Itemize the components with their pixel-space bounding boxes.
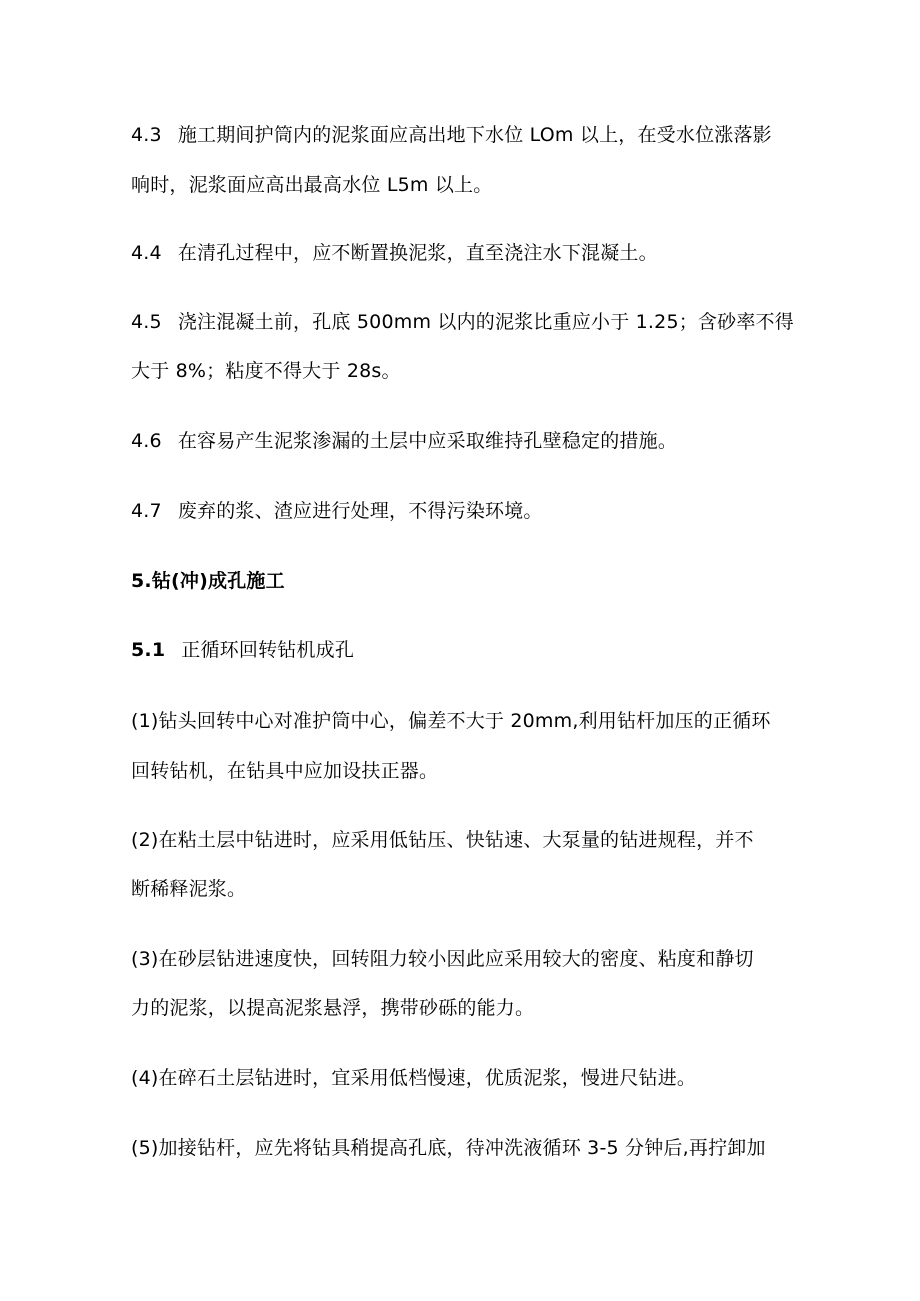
paragraph-number: 4.4: [131, 242, 162, 264]
item-2-line-2: 断稀释泥浆。: [131, 878, 247, 900]
paragraph-number: 4.7: [131, 500, 162, 522]
subsection-title: 正循环回转钻机成孔: [181, 639, 355, 661]
paragraph-text: 在容易产生泥浆渗漏的土层中应采取维持孔壁稳定的措施。: [177, 430, 678, 452]
item-2-line-1: (2)在粘土层中钻进时，应采用低钻压、快钻速、大泵量的钻进规程，并不: [131, 829, 754, 851]
paragraph-4-4-line-1: [131, 240, 658, 266]
paragraph-text: 浇注混凝土前，孔底 500mm 以内的泥浆比重应小于 1.25；含砂率不得: [177, 311, 794, 333]
paragraph-4-3-line-2: 响时，泥浆面应高出最高水位 L5m 以上。: [131, 174, 493, 196]
paragraph-4-5-line-2: 大于 8%；粘度不得大于 28s。: [131, 360, 401, 382]
paragraph-text: 施工期间护筒内的泥浆面应高出地下水位 LOm 以上，在受水位涨落影: [177, 124, 772, 146]
paragraph-4-7-line-1: [131, 498, 543, 524]
item-3-line-2: 力的泥浆，以提高泥浆悬浮，携带砂砾的能力。: [131, 997, 535, 1019]
section-heading: 5.钻(冲)成孔施工: [131, 570, 285, 592]
item-4-line-1: (4)在碎石土层钻进时，宜采用低档慢速，优质泥浆，慢进尺钻进。: [131, 1067, 697, 1089]
paragraph-number: 4.5: [131, 311, 162, 333]
paragraph-number: 4.3: [131, 124, 162, 146]
subsection-number: 5.1: [131, 639, 166, 661]
paragraph-number: 4.6: [131, 430, 162, 452]
item-3-line-1: (3)在砂层钻进速度快，回转阻力较小因此应采用较大的密度、粘度和静切: [131, 948, 754, 970]
paragraph-4-5-line-1: [131, 309, 794, 335]
subsection-heading: [131, 637, 354, 663]
paragraph-text: 废弃的浆、渣应进行处理，不得污染环境。: [177, 500, 543, 522]
item-5-line-1: (5)加接钻杆，应先将钻具稍提高孔底，待冲洗液循环 3-5 分钟后,再拧卸加: [131, 1137, 766, 1159]
item-1-line-2: 回转钻机，在钻具中应加设扶正器。: [131, 760, 439, 782]
paragraph-4-6-line-1: [131, 428, 677, 454]
paragraph-text: 在清孔过程中，应不断置换泥浆，直至浇注水下混凝土。: [177, 242, 658, 264]
paragraph-4-3-line-1: [131, 122, 772, 148]
item-1-line-1: (1)钻头回转中心对准护筒中心，偏差不大于 20mm,利用钻杆加压的正循环: [131, 710, 771, 732]
